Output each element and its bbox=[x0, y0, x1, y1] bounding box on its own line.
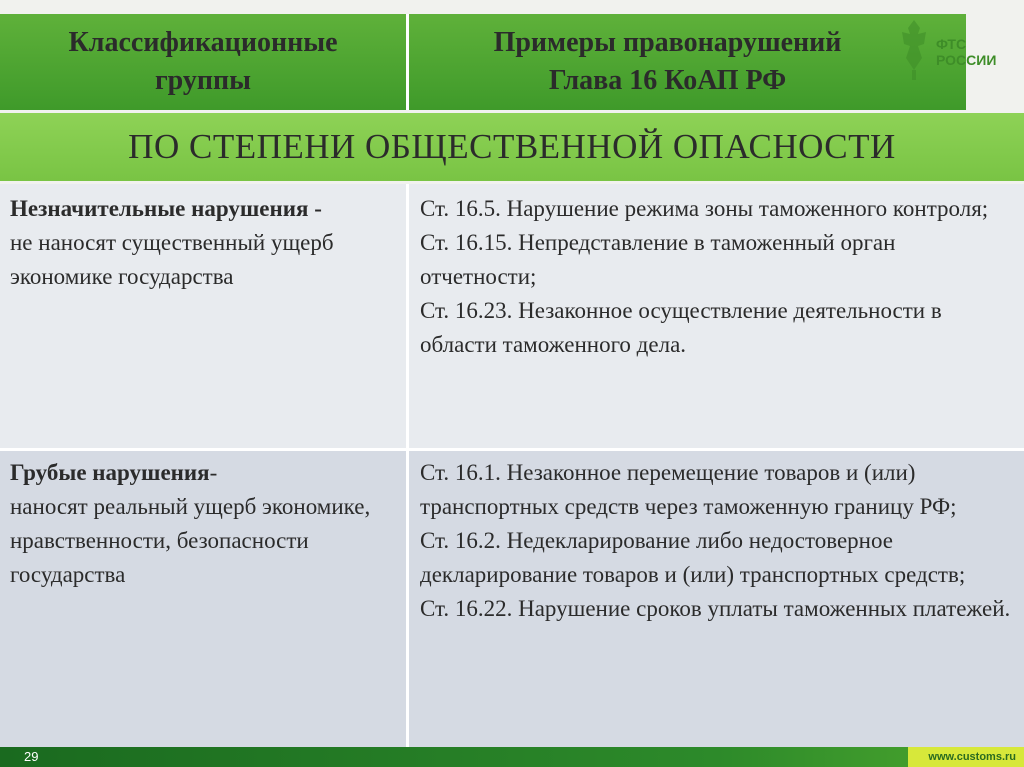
row1-example-item: Ст. 16.23. Незаконное осуществление деятельности в области таможенного дела. bbox=[420, 298, 942, 357]
row2-group-description: наносят реальный ущерб экономике, нравственности, безопасности государства bbox=[10, 494, 371, 587]
row1-example-item: Ст. 16.5. Нарушение режима зоны таможенного контроля; bbox=[420, 196, 989, 221]
row2-group-dash: - bbox=[209, 460, 218, 485]
fts-logo-line1: ФТС bbox=[936, 36, 967, 52]
row1-examples bbox=[420, 192, 1015, 362]
page-number: 29 bbox=[24, 749, 39, 764]
row2-classification bbox=[10, 456, 402, 592]
eagle-emblem-icon bbox=[896, 14, 932, 91]
header-left-line2: группы bbox=[154, 65, 252, 96]
row-divider bbox=[0, 448, 1024, 451]
row2-examples bbox=[420, 456, 1015, 626]
header-right-line2: Глава 16 КоАП РФ bbox=[548, 65, 787, 96]
row2-example-item: Ст. 16.22. Нарушение сроков уплаты таможенных платежей. bbox=[420, 596, 1011, 621]
header-right-line1: Примеры правонарушений bbox=[493, 27, 842, 58]
fts-logo-line2: РОССИИ bbox=[936, 52, 997, 68]
header-column-groups bbox=[0, 14, 406, 110]
row2-example-item: Ст. 16.1. Незаконное перемещение товаров и (или) транспортных средств через таможенную границу РФ; bbox=[420, 460, 957, 519]
row2-example-item: Ст. 16.2. Недекларирование либо недостоверное декларирование товаров и (или) транспортных средств; bbox=[420, 528, 966, 587]
footer-site-link[interactable]: www.customs.ru bbox=[908, 747, 1024, 767]
row2-group-title: Грубые нарушения bbox=[10, 460, 210, 485]
header-column-examples bbox=[409, 14, 966, 110]
row1-group-title: Незначительные нарушения - bbox=[10, 196, 322, 221]
row1-group-description: не наносят существенный ущерб экономике государства bbox=[10, 230, 334, 289]
footer-bar bbox=[0, 747, 1024, 767]
fts-logo bbox=[936, 36, 996, 68]
row1-classification bbox=[10, 192, 402, 294]
section-band-title: ПО СТЕПЕНИ ОБЩЕСТВЕННОЙ ОПАСНОСТИ bbox=[0, 113, 1024, 181]
row1-example-item: Ст. 16.15. Непредставление в таможенный орган отчетности; bbox=[420, 230, 896, 289]
column-divider bbox=[406, 184, 409, 747]
header-left-line1: Классификационные bbox=[68, 27, 338, 58]
